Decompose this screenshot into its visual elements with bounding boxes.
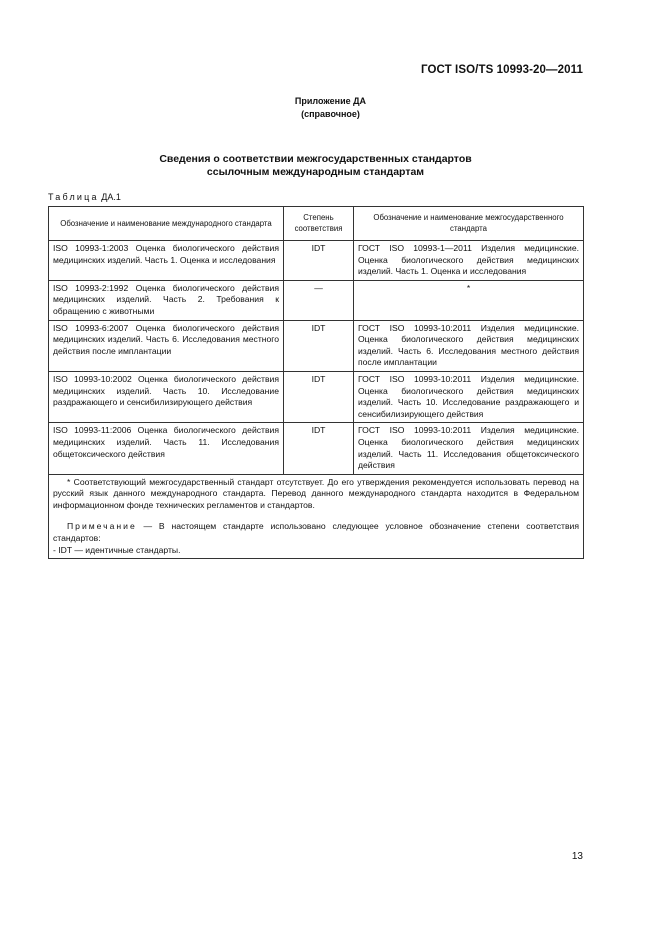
note-item: - IDT — идентичные стандарты.: [53, 544, 181, 555]
cell-international: ISO 10993-10:2002 Оценка биологического действия медицинских изделий. Часть 10. Исследование раздражающего и сенсибилизирующего действия: [49, 371, 284, 422]
appendix-type: (справочное): [301, 109, 360, 119]
appendix-block: [0, 95, 661, 121]
table-row: [49, 320, 584, 371]
header-degree: Степень соответствия: [284, 207, 354, 241]
table-row: [49, 371, 584, 422]
cell-degree: IDT: [284, 241, 354, 281]
document-code: ГОСТ ISO/TS 10993-20—2011: [421, 64, 583, 76]
cell-interstate: ГОСТ ISO 10993-10:2011 Изделия медицинские. Оценка биологического действия медицинских изделий. Часть 10. Исследование раздражающего и сенсибилизирующего действия: [354, 371, 584, 422]
heading-line-2: ссылочным международным стандартам: [206, 166, 425, 178]
footnote: * Соответствующий межгосударственный стандарт отсутствует. До его утверждения рекомендуется использовать перевод на русский язык данного международного стандарта. Перевод данного международного стандарта находится в Федеральном информационном фонде технических регламентов и стандартов.: [53, 476, 579, 510]
cell-international: ISO 10993-11:2006 Оценка биологического действия медицинских изделий. Часть 11. Исследования общетоксического действия: [49, 423, 284, 474]
cell-international: ISO 10993-6:2007 Оценка биологического действия медицинских изделий. Часть 6. Исследования местного действия после имплантации: [49, 320, 284, 371]
cell-interstate: ГОСТ ISO 10993-1—2011 Изделия медицинские. Оценка биологического действия медицинских изделий. Часть 1. Оценка и исследования: [354, 241, 584, 281]
cell-international: ISO 10993-2:1992 Оценка биологического действия медицинских изделий. Часть 2. Требования к обращению с животными: [49, 280, 284, 320]
header-interstate: Обозначение и наименование межгосударственного стандарта: [354, 207, 584, 241]
appendix-title: Приложение ДА: [294, 96, 367, 106]
cell-interstate: ГОСТ ISO 10993-10:2011 Изделия медицинские. Оценка биологического действия медицинских изделий. Часть 11. Исследования общетоксического действия: [354, 423, 584, 474]
cell-interstate: *: [354, 280, 584, 320]
note-text: — В настоящем стандарте использовано следующее условное обозначение степени соответствия стандартов:: [53, 521, 579, 544]
header-international: Обозначение и наименование международного стандарта: [49, 207, 284, 241]
cell-international: ISO 10993-1:2003 Оценка биологического действия медицинских изделий. Часть 1. Оценка и исследования: [49, 241, 284, 281]
table-row: [49, 280, 584, 320]
table-label-word: Таблица: [48, 192, 99, 202]
table-footer: [49, 474, 584, 559]
cell-degree: IDT: [284, 371, 354, 422]
table-row: [49, 241, 584, 281]
table-footer-row: [49, 474, 584, 559]
note-label: Примечание: [67, 521, 137, 532]
cell-interstate: ГОСТ ISO 10993-10:2011 Изделия медицинские. Оценка биологического действия медицинских изделий. Часть 6. Исследования местного действия после имплантации: [354, 320, 584, 371]
note: [53, 521, 579, 544]
cell-degree: IDT: [284, 423, 354, 474]
page-number: 13: [571, 851, 583, 862]
section-heading: [0, 153, 631, 179]
cell-degree: —: [284, 280, 354, 320]
cell-degree: IDT: [284, 320, 354, 371]
table-label: [48, 192, 121, 202]
correspondence-table: [48, 206, 584, 559]
table-label-id: ДА.1: [101, 192, 121, 202]
heading-line-1: Сведения о соответствии межгосударственных стандартов: [159, 153, 472, 165]
table-row: [49, 423, 584, 474]
table-header-row: [49, 207, 584, 241]
